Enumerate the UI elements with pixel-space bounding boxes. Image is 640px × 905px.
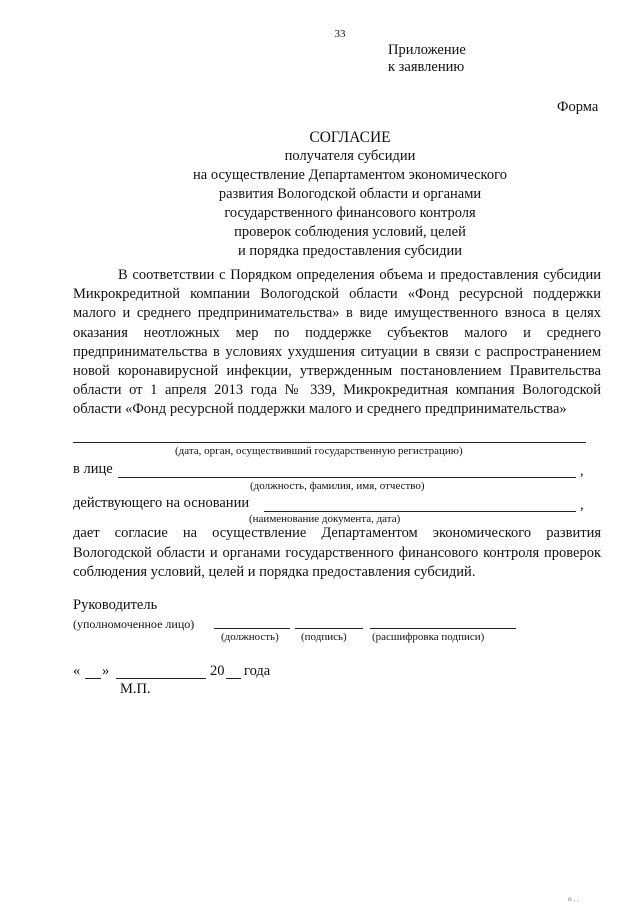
decoding-caption: (расшифровка подписи)	[372, 631, 485, 643]
basis-blank-line[interactable]	[264, 511, 576, 512]
date-month-blank[interactable]	[116, 678, 206, 679]
title-line: развития Вологодской области и органами	[218, 186, 482, 202]
page-number: 33	[334, 28, 346, 40]
position-blank-line[interactable]	[214, 628, 290, 629]
attachment-line-2: к заявлению	[388, 59, 465, 75]
title-line: государственного финансового контроля	[224, 205, 476, 221]
decoding-blank-line[interactable]	[370, 628, 516, 629]
in-person-label: в лице	[73, 461, 113, 477]
title-line: проверок соблюдения условий, целей	[234, 224, 466, 240]
consent-text: дает согласие на осуществление Департаментом экономического развития Вологодской области и органами государственного финансового контроля проверок соблюдения условий, целей и порядка предоставления субсидий.	[73, 525, 601, 580]
year-prefix: 20	[210, 663, 225, 679]
signature-caption: (подпись)	[301, 631, 347, 643]
corner-marks: и , ,	[568, 895, 579, 903]
year-word: года	[244, 663, 271, 679]
registration-blank-line[interactable]	[73, 442, 586, 443]
basis-label: действующего на основании	[73, 495, 250, 511]
document-caption: (наименование документа, дата)	[249, 513, 401, 525]
date-year-blank[interactable]	[226, 678, 241, 679]
stamp-label: М.П.	[120, 681, 151, 697]
in-person-blank-line[interactable]	[118, 477, 576, 478]
comma: ,	[580, 463, 584, 479]
attachment-line-1: Приложение	[388, 42, 466, 58]
form-label: Форма	[557, 99, 599, 115]
authorized-label: (уполномоченное лицо)	[73, 617, 195, 631]
person-caption: (должность, фамилия, имя, отчество)	[250, 480, 425, 492]
registration-caption: (дата, орган, осуществивший государственную регистрацию)	[175, 445, 463, 457]
title-main: СОГЛАСИЕ	[309, 129, 391, 146]
title-line: получателя субсидии	[284, 148, 416, 164]
head-label: Руководитель	[73, 597, 158, 613]
title-line: и порядка предоставления субсидии	[237, 243, 463, 259]
document-title	[60, 128, 640, 261]
body-paragraph: В соответствии с Порядком определения объема и предоставления субсидии Микрокредитной компании Вологодской области «Фонд ресурсной поддержки малого и среднего предпринимательства» в виде имущественного взноса в целях оказания неотложных мер по поддержке субъектов малого и среднего предпринимательства в условиях ухудшения ситуации в связи с распространением новой коронавирусной инфекции, утвержденным постановлением Правительства области от 1 апреля 2013 года № 339, Микрокредитная компания Вологодской области «Фонд ресурсной поддержки малого и среднего предпринимательства»	[73, 267, 601, 418]
date-close-quote: »	[102, 663, 110, 679]
title-line: на осуществление Департаментом экономического	[193, 167, 507, 183]
date-day-blank[interactable]	[85, 678, 101, 679]
attachment-header	[388, 42, 466, 76]
date-open-quote: «	[73, 663, 81, 679]
position-caption: (должность)	[221, 631, 279, 643]
comma: ,	[580, 497, 584, 513]
signature-blank-line[interactable]	[295, 628, 363, 629]
